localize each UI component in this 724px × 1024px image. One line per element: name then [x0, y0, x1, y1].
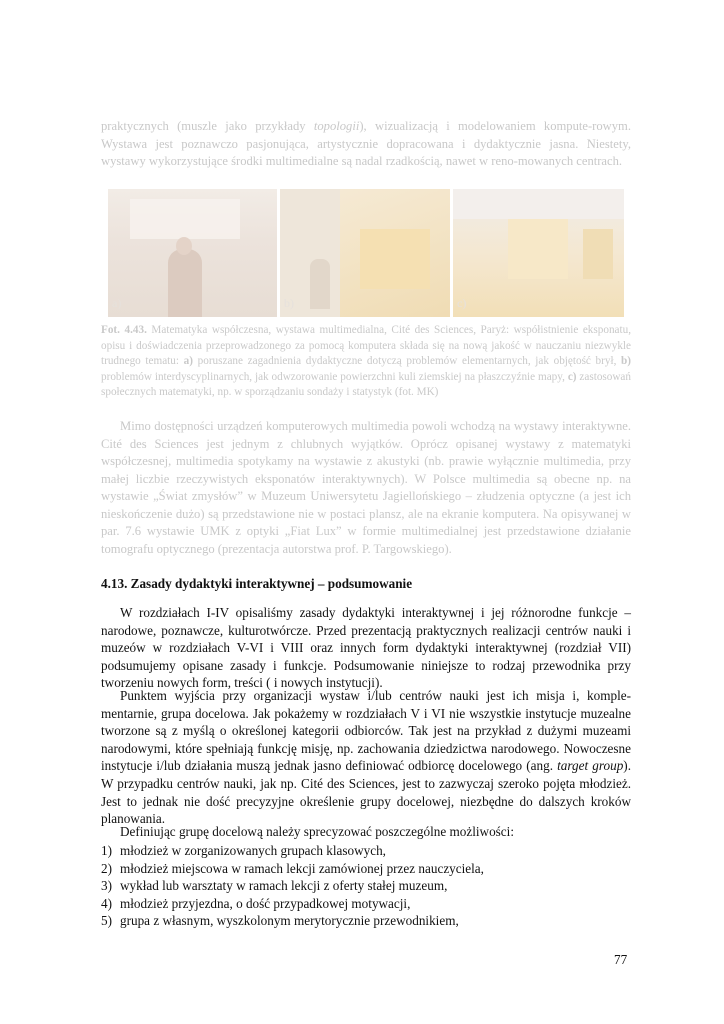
list-item [101, 842, 631, 860]
paragraph-2-italic-term: target group [557, 758, 624, 774]
section-heading: 4.13. Zasady dydaktyki interaktywnej – podsumowanie [101, 576, 413, 591]
faded-multimedia-paragraph [101, 418, 631, 558]
caption-marker-b: b) [621, 355, 631, 368]
photo-c-label: c) [457, 296, 467, 310]
intro-text-start: praktycznych (muszle jako przykłady [101, 119, 314, 133]
caption-label: Fot. 4.43. [101, 324, 147, 336]
caption-text-4: zastosowań społecznych matematyki, np. w sporządzaniu sondaży i statystyk (fot. MK) [101, 370, 631, 399]
page-number: 77 [614, 952, 628, 967]
body-paragraph-3 [101, 823, 631, 841]
paragraph-1-text: W rozdziałach I-IV opisaliśmy zasady dydaktyki interaktywnej i jej różnorodne funkcje – narodowe, poznawcze, kulturotwórcze. Przed prezentacją praktycznych realizacji centrów nauki i muzeów w rozdziałach V-VI i VIII oraz innych form dydaktyki interaktywnej (rozdział VII) podsumujemy opisane zasady i funkcje. Podsumowanie niniejsze to rodzaj przewodnika przy tworzeniu nowych form, treści ( i nowych instytucji). [101, 605, 631, 691]
photo-caption [101, 323, 631, 401]
caption-text-1: Matematyka współczesna, wystawa multimedialna, Cité des Sciences, Paryż: współistnienie eksponatu, opisu i doświadczenia przeprowadzonego za pomocą komputera składa się na nową jakość w nauczaniu niezwykle trudnego tematu: [101, 324, 631, 368]
caption-text-3: problemów interdyscyplinarnych, jak odwzorowanie powierzchni kuli ziemskiej na płaszczyźnie mapy, [101, 370, 568, 383]
intro-text-end: ), wizualizacją i modelowaniem kompute- [359, 119, 593, 133]
photo-a [108, 189, 277, 317]
list-item [101, 895, 631, 913]
body-paragraph-2 [101, 687, 631, 828]
list-item-text: młodzież w zorganizowanych grupach klasowych, [120, 843, 386, 858]
list-item [101, 877, 631, 895]
multimedia-paragraph-text: Mimo dostępności urządzeń komputerowych multimedia powoli wchodzą na wystawy interaktywne. Cité des Sciences jest jednym z chlubnych wyjątków. Oprócz opisanej wystawy z matematyki współczesnej, multimedia spotykamy na wystawie z akustyki (nb. prawie wyłącznie multimedia, przy małej liczbie rzeczywistych eksponatów interaktywnych). W Polsce multimedia są obecne np. na wystawie „Świat zmysłów” w Muzeum Uniwersytetu Jagiellońskiego – złudzenia optyczne (a jest ich nieskończenie dużo) są przedstawione nie w postaci plansz, ale na ekranie komputera. Na opisywanej w par. 7.6 wystawie UMK z optyki „Fiat Lux” w formie multimedialnej jest przedstawione działanie tomografu optycznego (prezentacja autorstwa prof. P. Targowskiego). [101, 419, 631, 556]
caption-marker-a: a) [183, 355, 193, 368]
paragraph-2-text-start: Punktem wyjścia przy organizacji wystaw i/lub centrów nauki jest ich misja i, komple-mentarnie, grupa docelowa. Jak pokażemy w rozdziałach V i VI nie wszystkie instytucje muzealne tworzone są z myślą o określonej kategorii odbiorców. Tak jest na przykład z dużymi muzeami narodowymi, które spełniają funkcję misję, np. zachowania dziedzictwa narodowego. Nowoczesne instytucje i/lub działania muszą jednak jasno definiować odbiorcę docelowego (ang. [101, 688, 631, 774]
list-item-text: grupa z własnym, wyszkolonym merytorycznie przewodnikiem, [120, 913, 459, 929]
photo-strip [108, 189, 624, 317]
list-item-number: 2) [101, 860, 112, 876]
list-item-number: 5) [101, 913, 112, 929]
list-item-number: 1) [101, 843, 112, 858]
photo-b-label: b) [284, 296, 294, 310]
paragraph-2-text-end: ). W przypadku centrów nauki, jak np. Cité des Sciences, jest to zazwyczaj szeroko pojęta młodzież. Jest to jednak nie dość precyzyjne określenie grupy docelowej, niezbędne do dalszych kroków planowania. [101, 758, 631, 827]
list-item-text: wykład lub warsztaty w ramach lekcji z oferty stałej muzeum, [120, 878, 448, 894]
caption-text-2: poruszane zagadnienia dydaktyczne dotyczą problemów elementarnych, jak objętość brył, [192, 355, 622, 368]
list-item-text: młodzież miejscowa w ramach lekcji zamówionej przez nauczyciela, [120, 860, 484, 876]
paragraph-3-text: Definiując grupę docelową należy sprecyzować poszczególne możliwości: [120, 824, 514, 839]
list-item-number: 3) [101, 878, 112, 894]
body-paragraph-1 [101, 604, 631, 692]
photo-c [453, 189, 624, 317]
list-item [101, 860, 631, 878]
target-group-list [101, 842, 631, 930]
caption-marker-c: c) [567, 370, 577, 383]
photo-a-label: a) [112, 296, 122, 310]
list-item [101, 912, 631, 930]
list-item-text: młodzież przyjezdna, o dość przypadkowej motywacji, [120, 895, 411, 911]
photo-b [280, 189, 450, 317]
list-item-number: 4) [101, 895, 112, 911]
intro-italic-term: topologii [313, 119, 360, 133]
faded-intro-paragraph [101, 118, 631, 171]
intro-text-rest: rowym. Wystawa jest poznawczo pasjonująca, artystycznie dopracowana i dydaktycznie jasna. Niestety, wystawy wykorzystujące środki multimedialne są nadal rzadkością, nawet w reno-mowanych centrach. [101, 119, 631, 168]
